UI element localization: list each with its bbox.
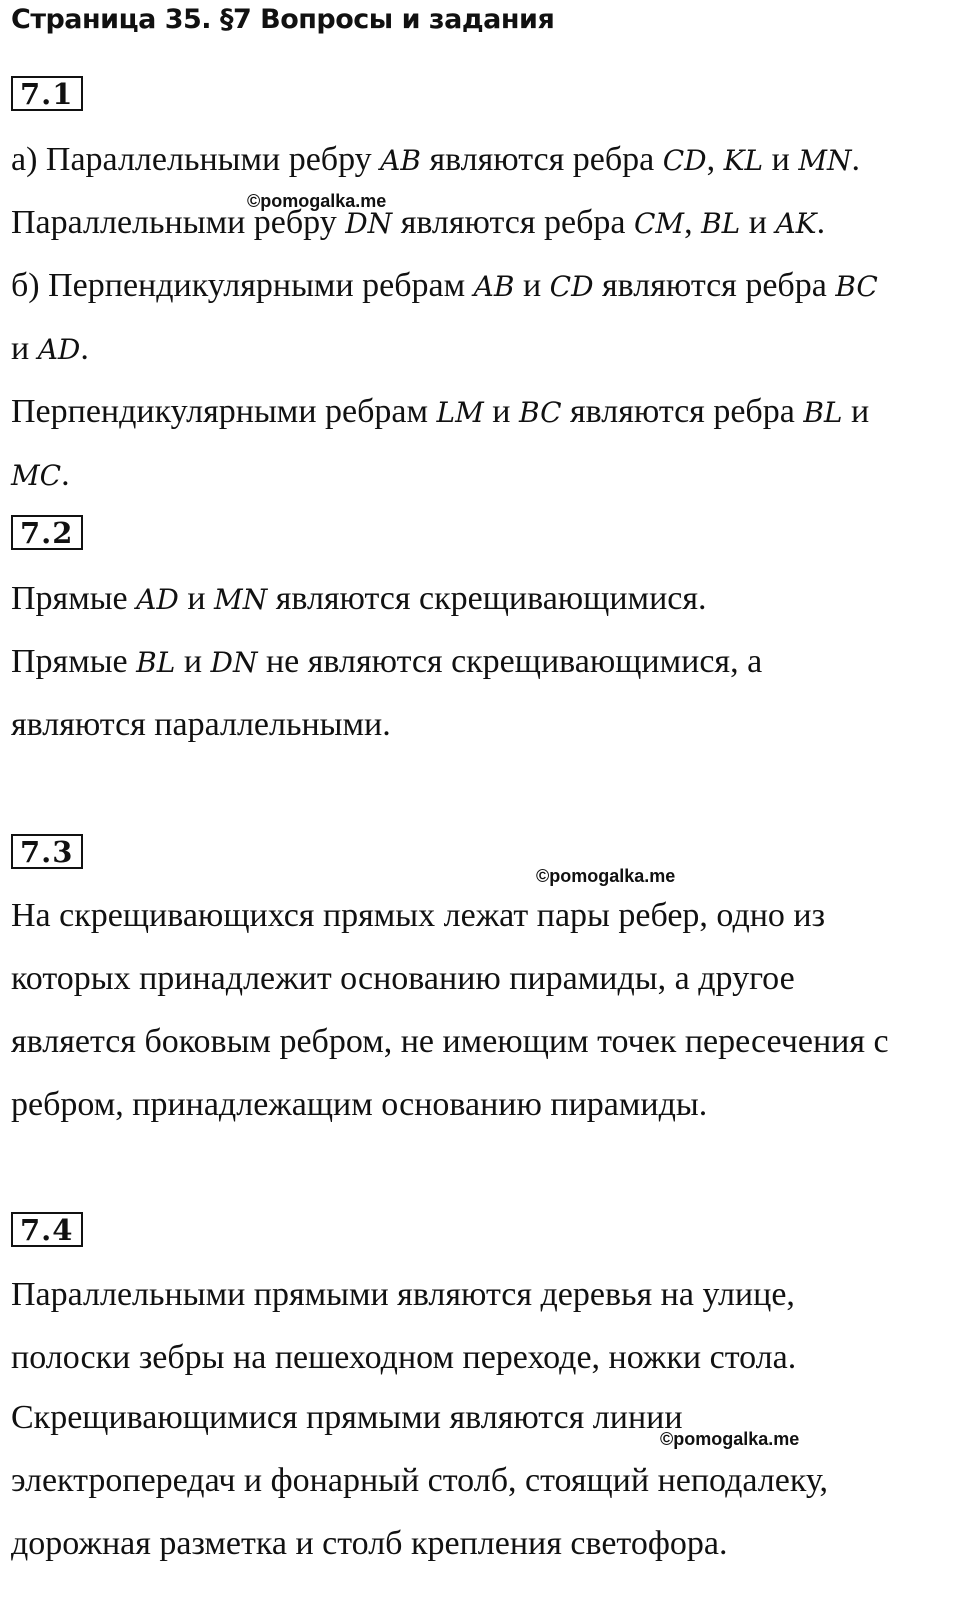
text-line <box>11 1461 828 1501</box>
text-line <box>11 1398 683 1438</box>
math-symbol: MC <box>11 459 62 492</box>
math-symbol: DN <box>345 207 393 240</box>
math-symbol: AB <box>473 270 515 303</box>
text-segment: На скрещивающихся прямых лежат пары ребер, одно из <box>11 897 826 934</box>
text-line <box>11 1524 727 1564</box>
text-segment: и <box>514 267 550 304</box>
text-line <box>11 266 878 307</box>
text-segment: , <box>706 141 724 178</box>
text-segment: Параллельными ребру <box>11 204 346 241</box>
text-segment: Параллельными прямыми являются деревья на улице, <box>11 1276 795 1313</box>
text-segment: дорожная разметка и столб крепления светофора. <box>11 1525 728 1562</box>
page-title: Страница 35. §7 Вопросы и задания <box>11 4 555 35</box>
math-symbol: CD <box>662 144 707 177</box>
math-symbol: BC <box>518 396 562 429</box>
text-line <box>11 203 825 244</box>
math-symbol: BC <box>835 270 878 303</box>
text-segment: не являются скрещивающимися, а <box>257 643 763 680</box>
text-segment: и <box>175 643 211 680</box>
task-number-7-1: 7.1 <box>11 76 83 111</box>
math-symbol: AB <box>380 144 421 177</box>
text-segment: . <box>816 204 826 241</box>
text-line <box>11 392 869 433</box>
text-segment: . <box>851 141 860 178</box>
text-segment: является боковым ребром, не имеющим точек пересечения с <box>11 1023 889 1060</box>
text-line <box>11 1022 889 1062</box>
math-symbol: AK <box>775 207 817 240</box>
math-symbol: DN <box>210 646 258 679</box>
text-segment: являются скрещивающимися. <box>267 580 707 617</box>
math-symbol: KL <box>723 144 764 177</box>
text-line <box>11 1338 796 1378</box>
text-segment: и <box>483 393 519 430</box>
math-symbol: AD <box>37 333 81 366</box>
watermark: ©pomogalka.me <box>660 1429 800 1449</box>
watermark: ©pomogalka.me <box>247 191 387 211</box>
task-number-7-4: 7.4 <box>11 1212 83 1247</box>
text-segment: ребром, принадлежащим основанию пирамиды. <box>11 1086 708 1123</box>
text-segment: и <box>763 141 799 178</box>
math-symbol: AD <box>136 583 179 616</box>
text-segment: и <box>842 393 870 430</box>
text-line <box>11 642 762 683</box>
text-segment: являются параллельными. <box>11 706 391 743</box>
text-segment: и <box>178 580 215 617</box>
text-segment: Прямые <box>11 643 137 680</box>
task-number-7-3: 7.3 <box>11 834 83 869</box>
math-symbol: MN <box>798 144 852 177</box>
text-line <box>11 455 70 496</box>
text-segment: и <box>740 204 776 241</box>
text-line <box>11 140 860 181</box>
text-segment: б) Перпендикулярными ребрам <box>11 267 474 304</box>
text-line <box>11 329 89 370</box>
math-symbol: LM <box>436 396 484 429</box>
text-segment: Скрещивающимися прямыми являются линии <box>11 1399 683 1436</box>
text-segment: полоски зебры на пешеходном переходе, ножки стола. <box>11 1339 797 1376</box>
text-segment: являются ребра <box>392 204 634 241</box>
text-line <box>11 1275 795 1315</box>
text-line <box>11 896 825 936</box>
math-symbol: BL <box>136 646 176 679</box>
text-segment: являются ребра <box>593 267 836 304</box>
text-segment: Перпендикулярными ребрам <box>11 393 437 430</box>
math-symbol: CM <box>633 207 685 240</box>
text-line <box>11 705 391 745</box>
text-line <box>11 959 795 999</box>
math-symbol: BL <box>701 207 741 240</box>
text-segment: . <box>61 456 70 493</box>
watermark: ©pomogalka.me <box>536 866 676 886</box>
task-number-7-2: 7.2 <box>11 515 83 550</box>
text-segment: а) Параллельными ребру <box>11 141 381 178</box>
text-segment: электропередач и фонарный столб, стоящий неподалеку, <box>11 1462 828 1499</box>
text-segment: , <box>684 204 702 241</box>
text-segment: . <box>80 330 89 367</box>
math-symbol: BL <box>803 396 843 429</box>
text-segment: являются ребра <box>561 393 804 430</box>
text-segment: Прямые <box>11 580 137 617</box>
math-symbol: CD <box>549 270 594 303</box>
text-segment: которых принадлежит основанию пирамиды, а другое <box>11 960 795 997</box>
text-segment: и <box>11 330 38 367</box>
text-line <box>11 579 707 620</box>
text-segment: являются ребра <box>420 141 663 178</box>
text-line <box>11 1085 707 1125</box>
math-symbol: MN <box>214 583 268 616</box>
